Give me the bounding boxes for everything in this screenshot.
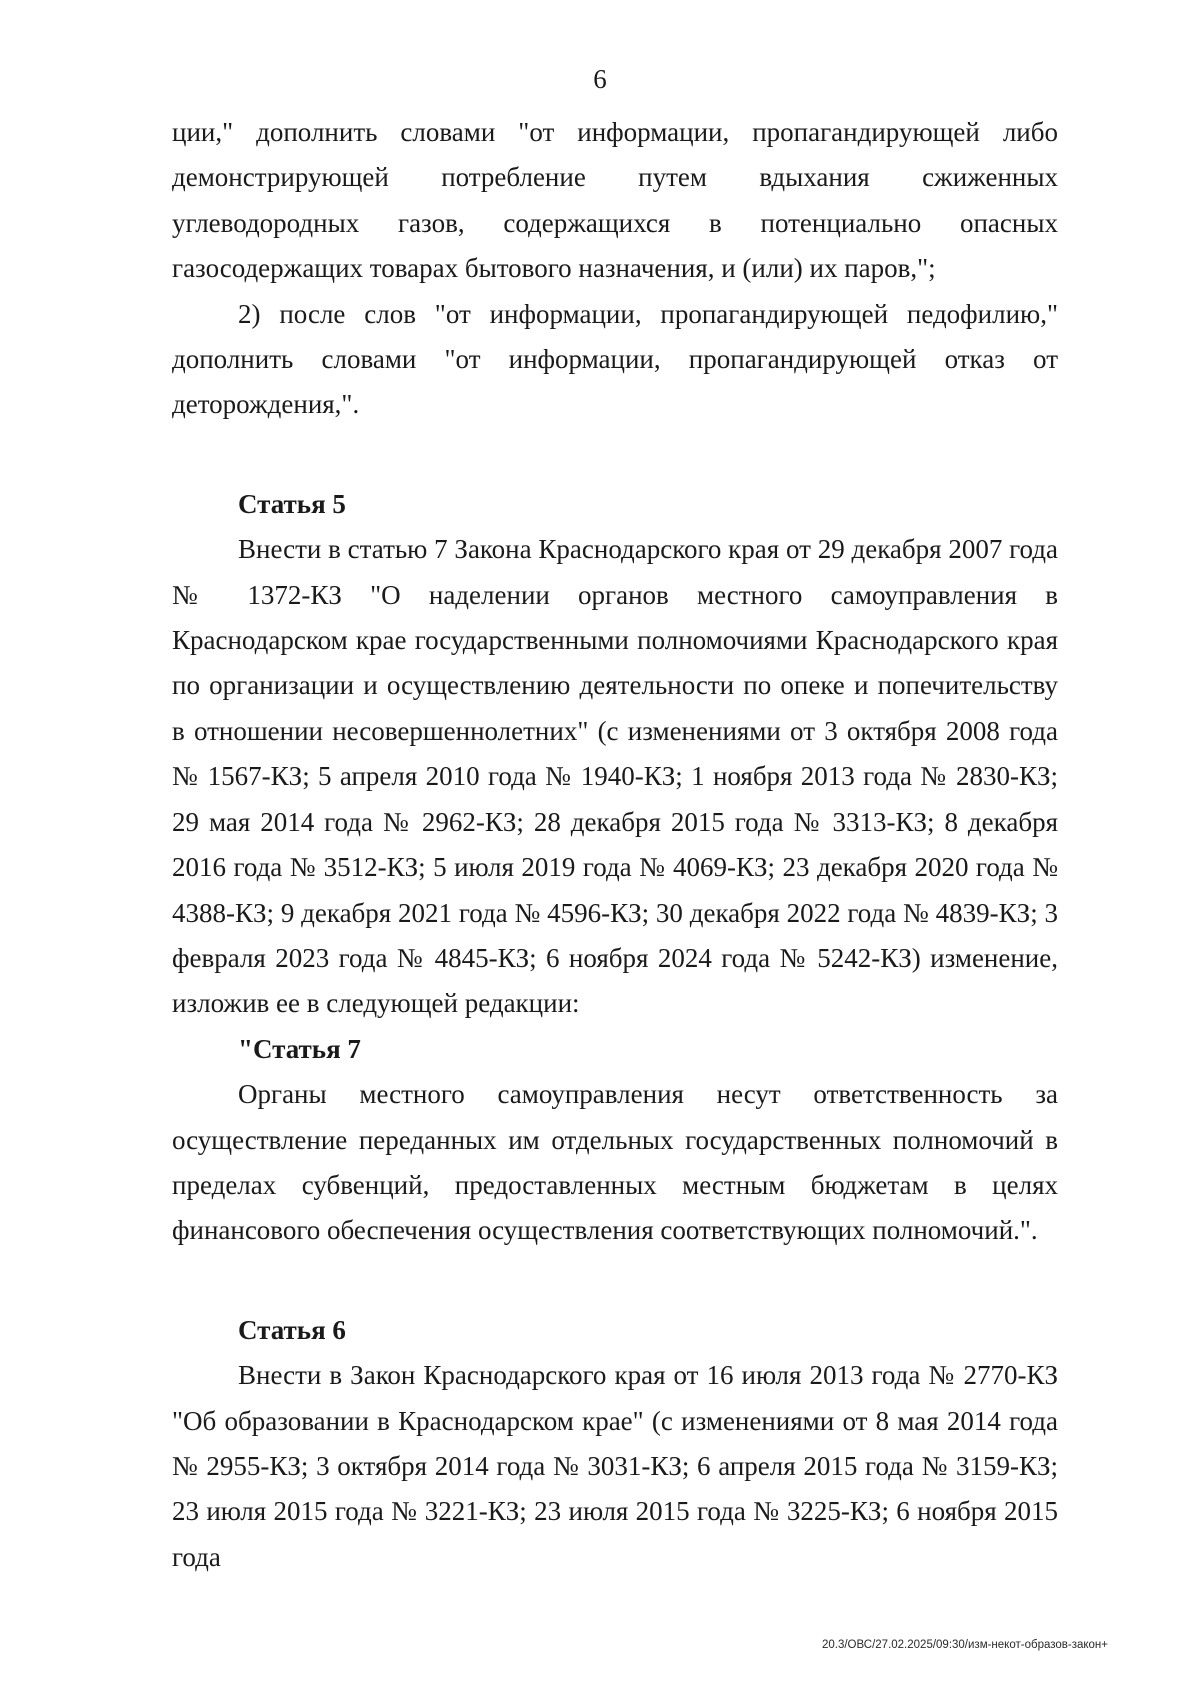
article-6-body: Внести в Закон Краснодарского края от 16 июля 2013 года № 2770-КЗ "Об образовании в Краснодарском крае" (с изменениями от 8 мая 2014 года № 2955-КЗ; 3 октября 2014 года № 3031-КЗ; 6 апреля 2015 года № 3159-КЗ; 23 июля 2015 года № 3221-КЗ; 23 июля 2015 года № 3225-КЗ; 6 ноября 2015 года <box>172 1360 1058 1572</box>
paragraph-item-2: 2) после слов "от информации, пропагандирующей педофилию," дополнить словами "от информации, пропагандирующей отказ от деторождения,". <box>172 298 1058 420</box>
article-5-heading: Статья 5 <box>238 488 346 519</box>
paragraph-continuation: ции," дополнить словами "от информации, пропагандирующей либо демонстрирующей потребление путем вдыхания сжиженных углеводородных газов, содержащихся в потенциально опасных газосодержащих товарах бытового назначения, и (или) их паров,"; <box>172 117 1058 284</box>
document-footer-code: 20.3/ОВС/27.02.2025/09:30/изм-некот-образов-закон+ <box>821 1639 1108 1651</box>
article-7-body: Органы местного самоуправления несут ответственность за осуществление переданных им отдельных государственных полномочий в пределах субвенций, предоставленных местным бюджетам в целях финансового обеспечения осуществления соответствующих полномочий.". <box>172 1079 1058 1246</box>
page-number: 6 <box>593 64 607 94</box>
document-body <box>172 110 1058 1580</box>
article-7-heading: "Статья 7 <box>238 1033 361 1064</box>
article-5-body: Внести в статью 7 Закона Краснодарского края от 29 декабря 2007 года № 1372-КЗ "О наделении органов местного самоуправления в Краснодарском крае государственными полномочиями Краснодарского края по организации и осуществлению деятельности по опеке и попечительству в отношении несовершеннолетних" (с изменениями от 3 октября 2008 года № 1567-КЗ; 5 апреля 2010 года № 1940-КЗ; 1 ноября 2013 года № 2830-КЗ; 29 мая 2014 года № 2962-КЗ; 28 декабря 2015 года № 3313-КЗ; 8 декабря 2016 года № 3512-КЗ; 5 июля 2019 года № 4069-КЗ; 23 декабря 2020 года № 4388-КЗ; 9 декабря 2021 года № 4596-КЗ; 30 декабря 2022 года № 4839-КЗ; 3 февраля 2023 года № 4845-КЗ; 6 ноября 2024 года № 5242-КЗ) изменение, изложив ее в следующей редакции: <box>172 534 1058 1019</box>
article-6-heading: Статья 6 <box>238 1314 346 1345</box>
